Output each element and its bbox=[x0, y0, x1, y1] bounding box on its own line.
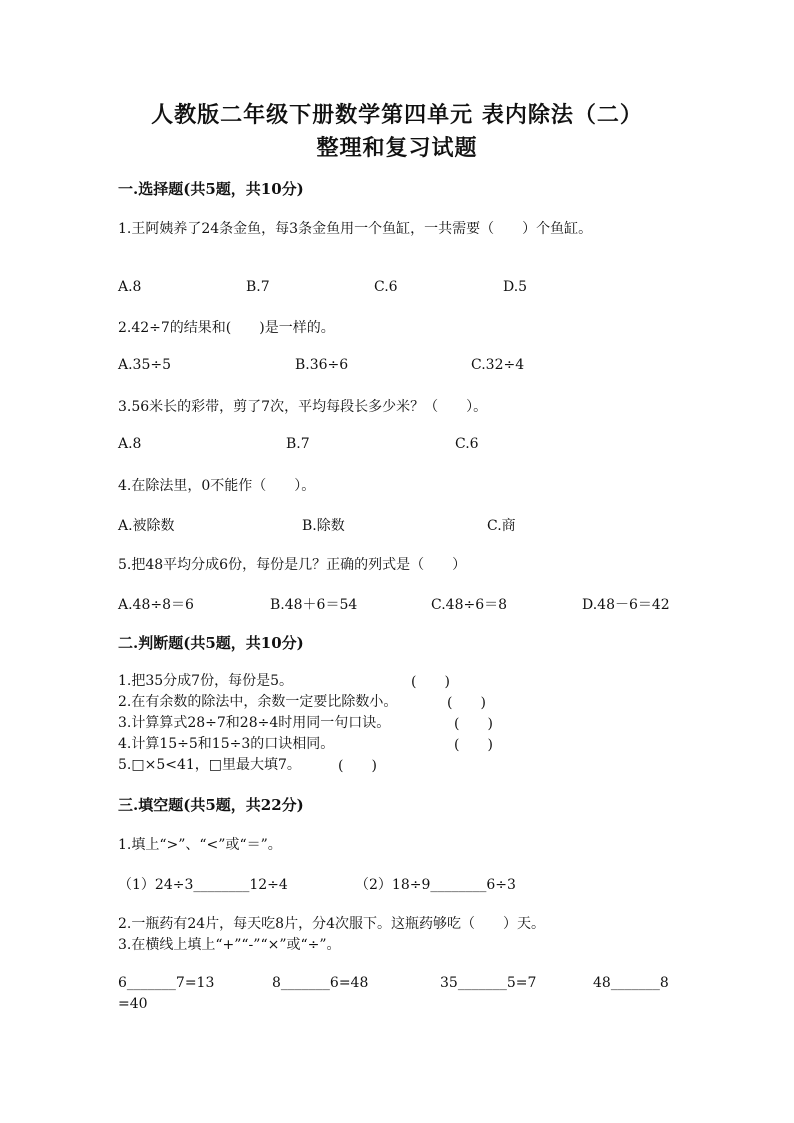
fill-item: 8_______6=48 bbox=[272, 975, 369, 991]
fill-item: 35_______5=7 bbox=[440, 975, 537, 991]
option-a: A.8 bbox=[118, 436, 142, 452]
judgement-item: 2.在有余数的除法中，余数一定要比除数小。 bbox=[118, 694, 398, 710]
page-title: 人教版二年级下册数学第四单元 表内除法（二） bbox=[151, 102, 643, 128]
option-c: C.6 bbox=[455, 436, 479, 452]
fill-item: 6_______7=13 bbox=[118, 975, 215, 991]
option-a: A.48÷8＝6 bbox=[118, 597, 194, 613]
option-b: B.36÷6 bbox=[295, 357, 349, 373]
section-heading-fill: 三.填空题(共5题，共22分) bbox=[118, 796, 304, 814]
question-text: 3.在横线上填上“+”“-”“×”或“÷”。 bbox=[118, 937, 341, 953]
option-c: C.32÷4 bbox=[471, 357, 525, 373]
question-text: 2.一瓶药有24片，每天吃8片，分4次服下。这瓶药够吃（ ）天。 bbox=[118, 916, 545, 932]
question-text: 3.56米长的彩带，剪了7次，平均每段长多少米？（ ）。 bbox=[118, 399, 488, 415]
question-text: 4.在除法里，0不能作（ ）。 bbox=[118, 478, 316, 494]
question-text: 2.42÷7的结果和( )是一样的。 bbox=[118, 320, 335, 336]
option-c: C.6 bbox=[374, 279, 398, 295]
question-text: 5.把48平均分成6份，每份是几？正确的列式是（ ） bbox=[118, 557, 467, 573]
judgement-item: 5.□×5<41，□里最大填7。 bbox=[118, 757, 301, 773]
answer-paren: ( ) bbox=[338, 758, 377, 774]
fill-item-wrap: =40 bbox=[118, 996, 148, 1012]
page-subtitle: 整理和复习试题 bbox=[316, 135, 478, 161]
fill-part-1: （1）24÷3________12÷4 bbox=[118, 877, 288, 893]
judgement-item: 1.把35分成7份，每份是5。 bbox=[118, 673, 293, 689]
answer-paren: ( ) bbox=[447, 695, 486, 711]
option-b: B.48＋6＝54 bbox=[270, 597, 358, 613]
option-a: A.被除数 bbox=[118, 518, 175, 534]
option-a: A.8 bbox=[118, 279, 142, 295]
answer-paren: ( ) bbox=[454, 716, 493, 732]
option-c: C.48÷6＝8 bbox=[431, 597, 508, 613]
fill-part-2: （2）18÷9________6÷3 bbox=[355, 877, 516, 893]
question-text: 1.王阿姨养了24条金鱼，每3条金鱼用一个鱼缸，一共需要（ ）个鱼缸。 bbox=[118, 221, 593, 237]
option-b: B.7 bbox=[246, 279, 270, 295]
fill-item: 48_______8 bbox=[593, 975, 669, 991]
option-c: C.商 bbox=[487, 518, 516, 534]
option-b: B.除数 bbox=[302, 518, 345, 534]
option-b: B.7 bbox=[286, 436, 310, 452]
answer-paren: ( ) bbox=[411, 674, 450, 690]
judgement-item: 4.计算15÷5和15÷3的口诀相同。 bbox=[118, 736, 335, 752]
question-text: 1.填上“>”、“<”或“＝”。 bbox=[118, 837, 282, 853]
option-a: A.35÷5 bbox=[118, 357, 172, 373]
option-d: D.5 bbox=[503, 279, 528, 295]
section-heading-choice: 一.选择题(共5题，共10分) bbox=[118, 180, 304, 198]
answer-paren: ( ) bbox=[454, 737, 493, 753]
section-heading-judgement: 二.判断题(共5题，共10分) bbox=[118, 634, 304, 652]
option-d: D.48－6＝42 bbox=[582, 597, 670, 613]
judgement-item: 3.计算算式28÷7和28÷4时用同一句口诀。 bbox=[118, 715, 391, 731]
